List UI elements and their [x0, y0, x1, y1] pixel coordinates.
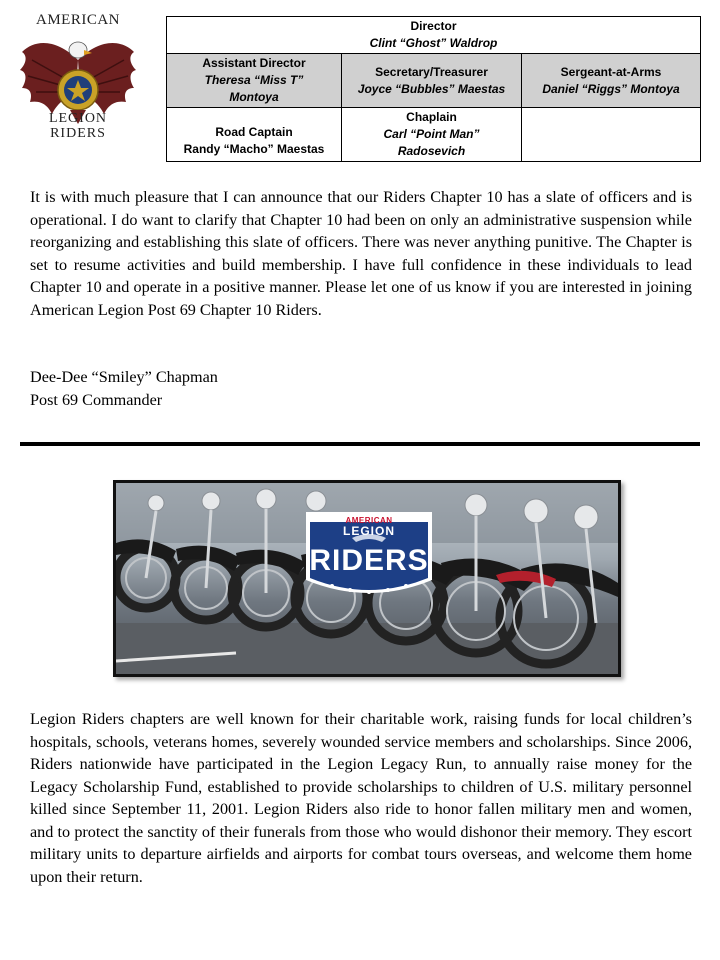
assistant-director-name-line2: Montoya [229, 90, 279, 104]
secretary-treasurer-cell [342, 54, 522, 108]
legion-riders-badge [302, 510, 436, 602]
logo-top-text: AMERICAN [35, 12, 120, 28]
assistant-director-title: Assistant Director [202, 56, 306, 70]
sergeant-at-arms-cell [522, 54, 701, 108]
sergeant-at-arms-title: Sergeant-at-Arms [560, 64, 662, 79]
american-legion-riders-logo [16, 12, 140, 148]
road-captain-cell [167, 108, 342, 162]
secretary-treasurer-title: Secretary/Treasurer [375, 64, 488, 79]
assistant-director-name-line1: Theresa “Miss T” [204, 73, 304, 87]
road-captain-title: Road Captain [215, 125, 293, 139]
assistant-director-cell [167, 54, 342, 108]
table-row [167, 17, 701, 54]
road-captain-name: Randy “Macho” Maestas [183, 142, 325, 156]
officers-table [166, 16, 701, 162]
signature-title: Post 69 Commander [30, 390, 163, 409]
director-title: Director [410, 19, 457, 33]
badge-text-riders: RIDERS [309, 544, 429, 577]
chaplain-name-line2: Radosevich [397, 144, 466, 158]
announcement-paragraph: It is with much pleasure that I can announce that our Riders Chapter 10 has a slate of officers and is operational. I do want to clarify that Chapter 10 had been on only an administrative suspension while reorganizing and establishing this slate of officers. There was never anything punitive. The Chapter is set to resume activities and build membership. I have full confidence in these individuals to lead Chapter 10 and operate in a positive manner. Please let one of us know if you are interested in joining American Legion Post 69 Chapter 10 Riders. [30, 188, 692, 319]
badge-text-american: AMERICAN [345, 516, 393, 525]
table-row [167, 108, 701, 162]
sergeant-at-arms-name: Daniel “Riggs” Montoya [542, 81, 680, 96]
empty-cell [522, 108, 701, 162]
chaplain-name-line1: Carl “Point Man” [383, 127, 480, 141]
signature-block [30, 366, 218, 411]
secretary-treasurer-name: Joyce “Bubbles” Maestas [357, 81, 506, 96]
about-riders-paragraph: Legion Riders chapters are well known for their charitable work, raising funds for local children’s hospitals, schools, veterans homes, severely wounded service members and scholarships. Since 2006, Riders nationwide have participated in the Legion Legacy Run, to annually raise money for the Legacy Scholarship Fund, established to provide scholarships to children of U.S. military personnel killed since September 11, 2001. Legion Riders also ride to honor fallen military men and women, and to protect the sanctity of their funerals from those who would dishonor their memory. They escort military units to departure airfields and airports for combat tours overseas, and welcome them home upon their return. [30, 710, 692, 886]
table-row [167, 54, 701, 108]
chaplain-title: Chaplain [406, 110, 457, 124]
director-cell [167, 17, 701, 54]
director-name: Clint “Ghost” Waldrop [369, 36, 498, 50]
badge-text-legion: LEGION [342, 524, 395, 538]
logo-bottom-text-riders: RIDERS [50, 126, 106, 141]
motorcycles-photo [113, 480, 621, 677]
section-divider [20, 442, 700, 446]
chaplain-cell [342, 108, 522, 162]
signature-name: Dee-Dee “Smiley” Chapman [30, 368, 218, 386]
logo-bottom-text-legion: LEGION [48, 111, 108, 126]
